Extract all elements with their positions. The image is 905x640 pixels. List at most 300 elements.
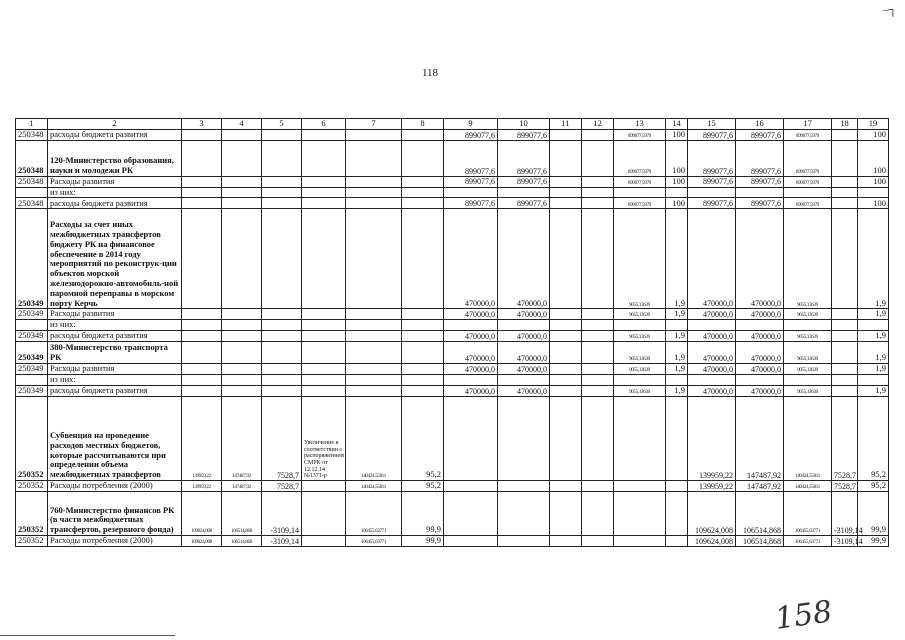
value-cell bbox=[550, 374, 582, 385]
table-row bbox=[16, 140, 889, 176]
value-cell bbox=[222, 187, 262, 198]
value-cell bbox=[688, 187, 736, 198]
value-cell bbox=[222, 385, 262, 396]
value-cell: 470000,0 bbox=[498, 385, 550, 396]
value-cell: 470000,0 bbox=[688, 363, 736, 374]
value-cell bbox=[550, 130, 582, 141]
value-cell: Увеличение в соответствии с распоряжением СМРК от 12.12.14 №1371-р bbox=[302, 396, 346, 480]
value-cell bbox=[614, 535, 666, 546]
table-row bbox=[16, 363, 889, 374]
value-cell: 7528,7 bbox=[832, 480, 858, 491]
value-cell bbox=[582, 187, 614, 198]
value-cell bbox=[402, 341, 444, 363]
value-cell: 899077,6 bbox=[444, 140, 498, 176]
value-cell: 140424,55811 bbox=[784, 396, 832, 480]
value-cell bbox=[346, 187, 402, 198]
value-cell bbox=[498, 187, 550, 198]
value-cell bbox=[402, 363, 444, 374]
value-cell bbox=[666, 396, 688, 480]
value-cell bbox=[182, 309, 222, 320]
table-row bbox=[16, 341, 889, 363]
table-row bbox=[16, 187, 889, 198]
value-cell bbox=[402, 176, 444, 187]
value-cell: 147487,92 bbox=[222, 396, 262, 480]
value-cell bbox=[402, 385, 444, 396]
value-cell bbox=[302, 363, 346, 374]
value-cell bbox=[302, 385, 346, 396]
value-cell: 899077,6 bbox=[736, 198, 784, 209]
value-cell bbox=[582, 535, 614, 546]
value-cell: 1,9 bbox=[858, 363, 889, 374]
code-cell: 250348 bbox=[16, 176, 48, 187]
value-cell: 899077,6 bbox=[688, 130, 736, 141]
value-cell bbox=[346, 320, 402, 331]
value-cell: 470000,0 bbox=[444, 385, 498, 396]
value-cell bbox=[832, 341, 858, 363]
value-cell: 470000,0 bbox=[444, 341, 498, 363]
column-header: 10 bbox=[498, 119, 550, 130]
value-cell bbox=[832, 385, 858, 396]
value-cell bbox=[182, 330, 222, 341]
value-cell bbox=[402, 187, 444, 198]
code-cell bbox=[16, 374, 48, 385]
value-cell bbox=[832, 374, 858, 385]
value-cell: 1,9 bbox=[858, 209, 889, 309]
value-cell bbox=[614, 187, 666, 198]
column-header: 9 bbox=[444, 119, 498, 130]
value-cell bbox=[858, 320, 889, 331]
value-cell: 9055,13639 bbox=[784, 309, 832, 320]
value-cell bbox=[222, 309, 262, 320]
value-cell bbox=[832, 130, 858, 141]
value-cell bbox=[262, 187, 302, 198]
value-cell bbox=[582, 140, 614, 176]
value-cell: 140424,55811 bbox=[784, 480, 832, 491]
value-cell bbox=[582, 198, 614, 209]
value-cell bbox=[444, 535, 498, 546]
value-cell: 147487,92 bbox=[736, 396, 784, 480]
value-cell bbox=[444, 480, 498, 491]
bottom-rule bbox=[0, 635, 175, 636]
value-cell bbox=[262, 130, 302, 141]
value-cell bbox=[666, 491, 688, 535]
value-cell: 147487,92 bbox=[222, 480, 262, 491]
value-cell bbox=[582, 491, 614, 535]
column-header: 16 bbox=[736, 119, 784, 130]
value-cell bbox=[346, 330, 402, 341]
value-cell: 9055,13639 bbox=[784, 341, 832, 363]
value-cell: 899077,5979 bbox=[784, 198, 832, 209]
value-cell bbox=[262, 309, 302, 320]
value-cell: 9055,13639 bbox=[784, 385, 832, 396]
value-cell bbox=[582, 209, 614, 309]
value-cell: 899077,5979 bbox=[614, 140, 666, 176]
column-header: 7 bbox=[346, 119, 402, 130]
column-header: 6 bbox=[302, 119, 346, 130]
value-cell: 95,2 bbox=[858, 396, 889, 480]
value-cell bbox=[614, 374, 666, 385]
code-cell: 250352 bbox=[16, 535, 48, 546]
value-cell bbox=[302, 198, 346, 209]
code-cell bbox=[16, 187, 48, 198]
value-cell: 899077,6 bbox=[498, 176, 550, 187]
value-cell: 899077,6 bbox=[688, 198, 736, 209]
value-cell: 9055,13639 bbox=[784, 209, 832, 309]
value-cell bbox=[444, 187, 498, 198]
column-header: 17 bbox=[784, 119, 832, 130]
value-cell: 9055,13639 bbox=[614, 385, 666, 396]
value-cell bbox=[346, 176, 402, 187]
value-cell: 9055,13639 bbox=[614, 209, 666, 309]
value-cell bbox=[736, 187, 784, 198]
value-cell bbox=[222, 130, 262, 141]
value-cell bbox=[832, 176, 858, 187]
value-cell bbox=[222, 209, 262, 309]
budget-table bbox=[15, 118, 889, 547]
value-cell bbox=[302, 491, 346, 535]
value-cell bbox=[444, 374, 498, 385]
value-cell: 470000,0 bbox=[736, 330, 784, 341]
value-cell bbox=[784, 187, 832, 198]
value-cell: 1,9 bbox=[858, 341, 889, 363]
value-cell bbox=[614, 396, 666, 480]
value-cell: 899077,6 bbox=[498, 130, 550, 141]
value-cell: 470000,0 bbox=[498, 209, 550, 309]
column-header: 19 bbox=[858, 119, 889, 130]
value-cell: -3109,14 bbox=[832, 535, 858, 546]
column-header: 15 bbox=[688, 119, 736, 130]
value-cell: 9055,13639 bbox=[614, 363, 666, 374]
value-cell bbox=[550, 176, 582, 187]
value-cell bbox=[582, 396, 614, 480]
value-cell: 139959,22 bbox=[182, 480, 222, 491]
code-cell: 250349 bbox=[16, 385, 48, 396]
value-cell: 470000,0 bbox=[736, 341, 784, 363]
value-cell bbox=[832, 140, 858, 176]
value-cell bbox=[262, 341, 302, 363]
value-cell: 1,9 bbox=[666, 385, 688, 396]
value-cell: 139959,22 bbox=[688, 396, 736, 480]
table-row bbox=[16, 396, 889, 480]
value-cell: 106455,63771 bbox=[346, 535, 402, 546]
value-cell: 99,9 bbox=[858, 491, 889, 535]
value-cell: 899077,6 bbox=[736, 176, 784, 187]
value-cell: 1,9 bbox=[666, 363, 688, 374]
value-cell: 109624,008 bbox=[182, 535, 222, 546]
value-cell: 899077,5979 bbox=[614, 198, 666, 209]
value-cell bbox=[498, 320, 550, 331]
name-cell: Расходы развития bbox=[48, 176, 182, 187]
value-cell bbox=[666, 320, 688, 331]
value-cell bbox=[550, 140, 582, 176]
table-row bbox=[16, 480, 889, 491]
value-cell bbox=[736, 320, 784, 331]
value-cell bbox=[182, 130, 222, 141]
value-cell: 109624,008 bbox=[182, 491, 222, 535]
value-cell bbox=[402, 330, 444, 341]
value-cell bbox=[346, 341, 402, 363]
value-cell: 7528,7 bbox=[262, 396, 302, 480]
value-cell: 99,9 bbox=[402, 535, 444, 546]
value-cell: 470000,0 bbox=[498, 309, 550, 320]
column-header: 5 bbox=[262, 119, 302, 130]
value-cell: 470000,0 bbox=[444, 309, 498, 320]
table-row bbox=[16, 330, 889, 341]
value-cell bbox=[582, 385, 614, 396]
column-header: 2 bbox=[48, 119, 182, 130]
value-cell bbox=[832, 363, 858, 374]
value-cell: 139959,22 bbox=[688, 480, 736, 491]
table-row bbox=[16, 491, 889, 535]
code-cell: 250349 bbox=[16, 330, 48, 341]
column-header: 13 bbox=[614, 119, 666, 130]
value-cell bbox=[832, 209, 858, 309]
value-cell bbox=[182, 198, 222, 209]
value-cell: 106514,868 bbox=[222, 535, 262, 546]
value-cell: 899077,6 bbox=[444, 130, 498, 141]
value-cell: 899077,6 bbox=[498, 198, 550, 209]
value-cell: 899077,6 bbox=[736, 130, 784, 141]
value-cell bbox=[346, 363, 402, 374]
value-cell bbox=[302, 209, 346, 309]
value-cell bbox=[302, 187, 346, 198]
table-row bbox=[16, 320, 889, 331]
value-cell bbox=[498, 491, 550, 535]
code-cell: 250349 bbox=[16, 363, 48, 374]
value-cell: -3109,14 bbox=[262, 491, 302, 535]
value-cell: 95,2 bbox=[858, 480, 889, 491]
value-cell bbox=[550, 385, 582, 396]
value-cell bbox=[666, 187, 688, 198]
code-cell: 250352 bbox=[16, 491, 48, 535]
value-cell bbox=[614, 480, 666, 491]
code-cell: 250348 bbox=[16, 198, 48, 209]
value-cell bbox=[784, 374, 832, 385]
value-cell bbox=[688, 374, 736, 385]
value-cell bbox=[550, 396, 582, 480]
value-cell: 9055,13639 bbox=[614, 309, 666, 320]
value-cell: 1,9 bbox=[666, 330, 688, 341]
table-row bbox=[16, 535, 889, 546]
value-cell bbox=[550, 198, 582, 209]
table-row bbox=[16, 198, 889, 209]
column-header: 11 bbox=[550, 119, 582, 130]
value-cell: 106514,868 bbox=[222, 491, 262, 535]
value-cell: 95,2 bbox=[402, 480, 444, 491]
name-cell: Расходы развития bbox=[48, 309, 182, 320]
value-cell bbox=[402, 320, 444, 331]
value-cell: 106514,868 bbox=[736, 491, 784, 535]
value-cell: 140424,55811 bbox=[346, 396, 402, 480]
value-cell bbox=[346, 385, 402, 396]
value-cell: 7528,7 bbox=[262, 480, 302, 491]
table-row bbox=[16, 374, 889, 385]
column-header: 18 bbox=[832, 119, 858, 130]
value-cell bbox=[302, 130, 346, 141]
value-cell bbox=[582, 309, 614, 320]
name-cell: 380-Министерство транспорта РК bbox=[48, 341, 182, 363]
column-header: 8 bbox=[402, 119, 444, 130]
value-cell: 9055,13639 bbox=[614, 330, 666, 341]
value-cell: 100 bbox=[858, 140, 889, 176]
value-cell bbox=[346, 140, 402, 176]
value-cell bbox=[182, 187, 222, 198]
value-cell: 899077,6 bbox=[498, 140, 550, 176]
name-cell: из них: bbox=[48, 187, 182, 198]
value-cell bbox=[498, 396, 550, 480]
value-cell bbox=[550, 341, 582, 363]
name-cell: Расходы потребления (2000) bbox=[48, 535, 182, 546]
code-cell: 250348 bbox=[16, 140, 48, 176]
page-number: 118 bbox=[421, 67, 439, 79]
column-header: 14 bbox=[666, 119, 688, 130]
value-cell: 899077,5979 bbox=[614, 130, 666, 141]
value-cell: 106455,63771 bbox=[784, 535, 832, 546]
value-cell bbox=[302, 535, 346, 546]
value-cell bbox=[346, 130, 402, 141]
value-cell: 1,9 bbox=[858, 309, 889, 320]
value-cell bbox=[550, 480, 582, 491]
value-cell bbox=[550, 330, 582, 341]
table-row bbox=[16, 309, 889, 320]
value-cell: 109624,008 bbox=[688, 491, 736, 535]
value-cell bbox=[858, 187, 889, 198]
value-cell bbox=[182, 320, 222, 331]
value-cell: 109624,008 bbox=[688, 535, 736, 546]
value-cell bbox=[262, 385, 302, 396]
value-cell: 470000,0 bbox=[688, 385, 736, 396]
value-cell bbox=[182, 374, 222, 385]
value-cell bbox=[498, 374, 550, 385]
code-cell: 250348 bbox=[16, 130, 48, 141]
value-cell bbox=[402, 198, 444, 209]
value-cell bbox=[832, 309, 858, 320]
header-row bbox=[16, 119, 889, 130]
value-cell: 470000,0 bbox=[736, 363, 784, 374]
value-cell: 100 bbox=[666, 140, 688, 176]
value-cell bbox=[832, 320, 858, 331]
value-cell bbox=[402, 140, 444, 176]
value-cell bbox=[302, 320, 346, 331]
value-cell: 1,9 bbox=[858, 385, 889, 396]
value-cell: 899077,6 bbox=[688, 176, 736, 187]
value-cell bbox=[550, 491, 582, 535]
column-header: 3 bbox=[182, 119, 222, 130]
value-cell: 9055,13639 bbox=[784, 330, 832, 341]
value-cell: 899077,5979 bbox=[784, 130, 832, 141]
value-cell bbox=[402, 209, 444, 309]
value-cell bbox=[222, 374, 262, 385]
value-cell bbox=[302, 176, 346, 187]
value-cell: 470000,0 bbox=[736, 209, 784, 309]
name-cell: из них: bbox=[48, 320, 182, 331]
value-cell bbox=[736, 374, 784, 385]
value-cell bbox=[582, 341, 614, 363]
code-cell: 250352 bbox=[16, 396, 48, 480]
value-cell bbox=[582, 330, 614, 341]
value-cell: 470000,0 bbox=[498, 330, 550, 341]
value-cell: 100 bbox=[666, 130, 688, 141]
value-cell bbox=[666, 535, 688, 546]
value-cell: 470000,0 bbox=[736, 385, 784, 396]
value-cell bbox=[582, 176, 614, 187]
value-cell bbox=[262, 320, 302, 331]
value-cell: 1,9 bbox=[666, 209, 688, 309]
value-cell bbox=[614, 491, 666, 535]
value-cell: -3109,14 bbox=[832, 491, 858, 535]
value-cell: 470000,0 bbox=[498, 363, 550, 374]
value-cell: 899077,5979 bbox=[614, 176, 666, 187]
value-cell bbox=[222, 140, 262, 176]
corner-mark: ‒┐ bbox=[882, 2, 897, 16]
value-cell bbox=[582, 363, 614, 374]
value-cell bbox=[582, 130, 614, 141]
value-cell bbox=[666, 374, 688, 385]
value-cell: 147487,92 bbox=[736, 480, 784, 491]
value-cell bbox=[346, 374, 402, 385]
value-cell bbox=[262, 363, 302, 374]
name-cell: расходы бюджета развития bbox=[48, 385, 182, 396]
value-cell: 470000,0 bbox=[688, 309, 736, 320]
value-cell: 139959,22 bbox=[182, 396, 222, 480]
value-cell: 1,9 bbox=[858, 330, 889, 341]
value-cell bbox=[222, 176, 262, 187]
value-cell: 899077,6 bbox=[444, 176, 498, 187]
code-cell bbox=[16, 320, 48, 331]
value-cell: 899077,6 bbox=[444, 198, 498, 209]
column-header: 4 bbox=[222, 119, 262, 130]
code-cell: 250349 bbox=[16, 209, 48, 309]
value-cell bbox=[182, 363, 222, 374]
value-cell bbox=[550, 363, 582, 374]
value-cell bbox=[302, 480, 346, 491]
value-cell bbox=[262, 209, 302, 309]
value-cell bbox=[614, 320, 666, 331]
value-cell bbox=[832, 330, 858, 341]
value-cell bbox=[498, 535, 550, 546]
name-cell: из них: bbox=[48, 374, 182, 385]
table-row bbox=[16, 209, 889, 309]
value-cell bbox=[550, 187, 582, 198]
value-cell bbox=[182, 176, 222, 187]
code-cell: 250352 bbox=[16, 480, 48, 491]
value-cell bbox=[302, 374, 346, 385]
value-cell: 9055,13639 bbox=[784, 363, 832, 374]
value-cell: 100 bbox=[666, 198, 688, 209]
value-cell bbox=[550, 309, 582, 320]
value-cell: 470000,0 bbox=[444, 330, 498, 341]
value-cell bbox=[262, 176, 302, 187]
value-cell: 9055,13639 bbox=[614, 341, 666, 363]
value-cell bbox=[346, 209, 402, 309]
value-cell bbox=[550, 320, 582, 331]
value-cell: 100 bbox=[858, 198, 889, 209]
table-row bbox=[16, 385, 889, 396]
value-cell: 470000,0 bbox=[736, 309, 784, 320]
column-header: 12 bbox=[582, 119, 614, 130]
value-cell bbox=[688, 320, 736, 331]
value-cell: 99,9 bbox=[858, 535, 889, 546]
value-cell bbox=[182, 385, 222, 396]
value-cell bbox=[302, 341, 346, 363]
code-cell: 250349 bbox=[16, 341, 48, 363]
name-cell: Расходы развития bbox=[48, 363, 182, 374]
value-cell bbox=[262, 140, 302, 176]
name-cell: 760-Министерство финансов РК (в части межбюджетных трансфертов, резервного фонда) bbox=[48, 491, 182, 535]
value-cell bbox=[222, 198, 262, 209]
value-cell bbox=[222, 341, 262, 363]
name-cell: Расходы потребления (2000) bbox=[48, 480, 182, 491]
